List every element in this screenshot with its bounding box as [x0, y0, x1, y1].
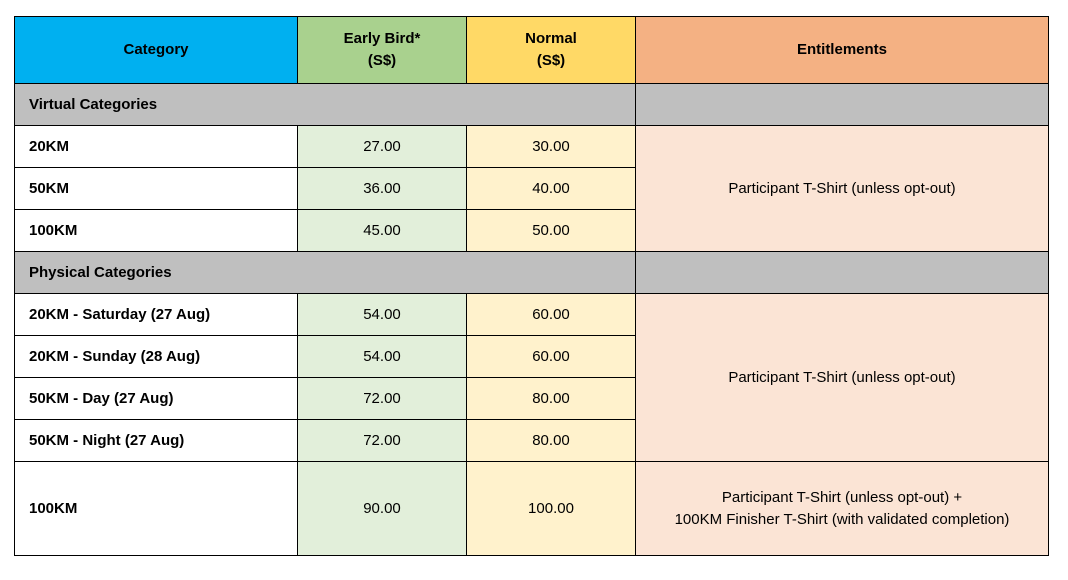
early-bird-price: 27.00	[298, 126, 467, 168]
normal-price: 100.00	[467, 462, 636, 556]
header-entitlements: Entitlements	[636, 17, 1049, 84]
header-category: Category	[15, 17, 298, 84]
header-normal-label: Normal	[525, 30, 577, 47]
section-title: Physical Categories	[15, 252, 636, 294]
early-bird-price: 36.00	[298, 168, 467, 210]
category-cell: 100KM	[15, 210, 298, 252]
normal-price: 40.00	[467, 168, 636, 210]
category-cell: 20KM - Sunday (28 Aug)	[15, 336, 298, 378]
header-normal-unit: (S$)	[536, 52, 566, 69]
category-cell: 50KM	[15, 168, 298, 210]
early-bird-price: 72.00	[298, 420, 467, 462]
section-entitlements-blank	[636, 84, 1049, 126]
normal-price: 60.00	[467, 336, 636, 378]
table-row	[15, 126, 1049, 168]
category-cell: 20KM - Saturday (27 Aug)	[15, 294, 298, 336]
normal-price: 60.00	[467, 294, 636, 336]
early-bird-price: 54.00	[298, 336, 467, 378]
header-row	[15, 17, 1049, 84]
entitlements-cell	[636, 462, 1049, 556]
normal-price: 50.00	[467, 210, 636, 252]
entitlements-line: 100KM Finisher T-Shirt (with validated completion)	[674, 510, 1010, 528]
category-cell: 20KM	[15, 126, 298, 168]
header-normal	[467, 17, 636, 84]
entitlements-line: Participant T-Shirt (unless opt-out) +	[721, 488, 963, 506]
category-cell: 50KM - Day (27 Aug)	[15, 378, 298, 420]
normal-price: 80.00	[467, 420, 636, 462]
early-bird-price: 54.00	[298, 294, 467, 336]
header-early-bird-unit: (S$)	[367, 52, 397, 69]
section-title: Virtual Categories	[15, 84, 636, 126]
section-row-physical	[15, 252, 1049, 294]
header-early-bird-label: Early Bird*	[343, 30, 421, 47]
early-bird-price: 72.00	[298, 378, 467, 420]
normal-price: 30.00	[467, 126, 636, 168]
category-cell: 50KM - Night (27 Aug)	[15, 420, 298, 462]
table-row	[15, 294, 1049, 336]
category-cell: 100KM	[15, 462, 298, 556]
section-entitlements-blank	[636, 252, 1049, 294]
entitlements-cell: Participant T-Shirt (unless opt-out)	[636, 126, 1049, 252]
early-bird-price: 90.00	[298, 462, 467, 556]
section-row-virtual	[15, 84, 1049, 126]
header-early-bird	[298, 17, 467, 84]
entitlements-cell: Participant T-Shirt (unless opt-out)	[636, 294, 1049, 462]
table-row	[15, 462, 1049, 556]
pricing-table	[14, 16, 1049, 556]
early-bird-price: 45.00	[298, 210, 467, 252]
normal-price: 80.00	[467, 378, 636, 420]
